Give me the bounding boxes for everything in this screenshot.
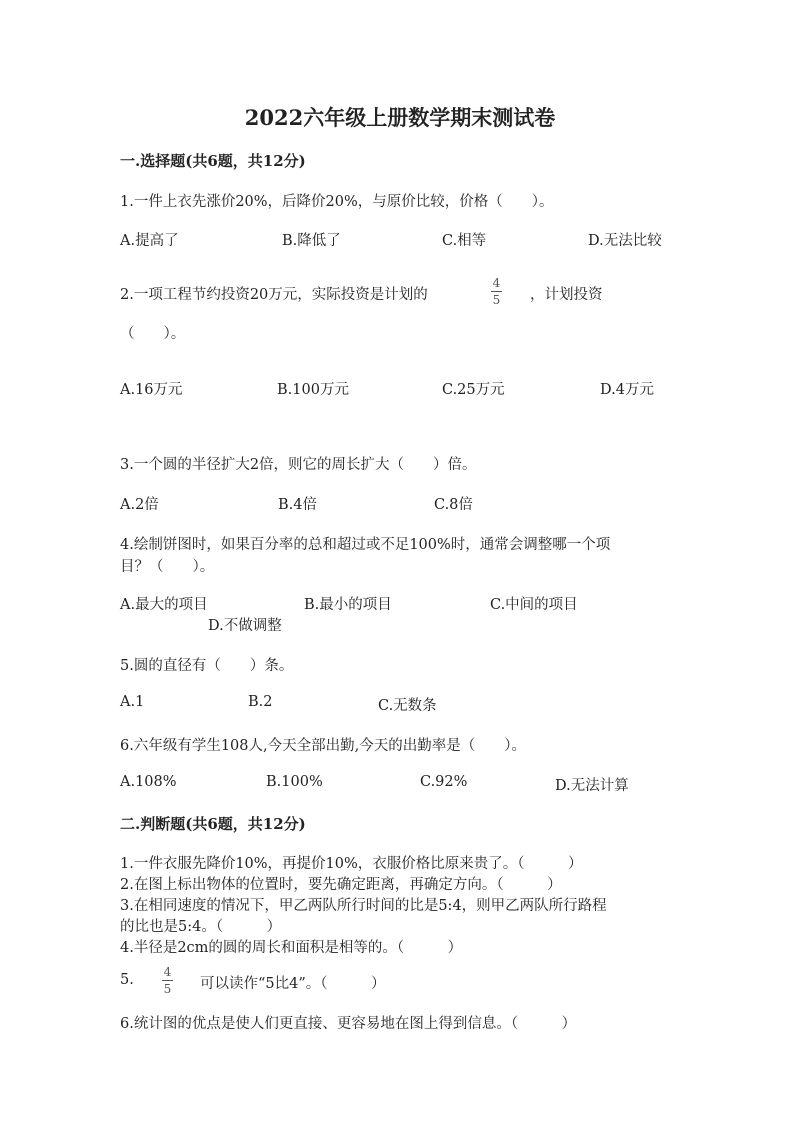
question-4-line2: 目？（ ）。 <box>120 559 215 575</box>
judge-item-1: 1.一件衣服先降价10%，再提价10%，衣服价格比原来贵了。（ ） <box>120 856 583 872</box>
q4-option-c: C.中间的项目 <box>490 597 578 613</box>
judge-5-fraction-numerator: 4 <box>163 965 172 979</box>
question-2-after-fraction: ，计划投资 <box>530 287 603 303</box>
q2-fraction-denominator: 5 <box>492 293 501 307</box>
q5-option-a: A.1 <box>120 694 145 710</box>
q2-option-c: C.25万元 <box>442 382 505 398</box>
section-heading-choice: 一.选择题(共6题，共12分) <box>120 152 306 170</box>
q4-option-b: B.最小的项目 <box>304 597 392 613</box>
judge-5-fraction-bar <box>162 980 173 981</box>
question-6: 6.六年级有学生108人,今天全部出勤,今天的出勤率是（ ）。 <box>120 738 526 754</box>
judge-item-4: 4.半径是2cm的圆的周长和面积是相等的。（ ） <box>120 940 463 956</box>
question-2-line2: （ ）。 <box>120 326 186 342</box>
judge-5-fraction <box>162 966 173 995</box>
question-4-line1: 4.绘制饼图时，如果百分率的总和超过或不足100%时，通常会调整哪一个项 <box>120 537 611 553</box>
q1-option-d: D.无法比较 <box>588 233 662 249</box>
question-3: 3.一个圆的半径扩大2倍，则它的周长扩大（ ）倍。 <box>120 457 477 473</box>
judge-item-3-line2: 的比也是5:4。（ ） <box>120 919 282 935</box>
q6-option-a: A.108% <box>120 774 177 790</box>
q5-option-c: C.无数条 <box>378 698 437 714</box>
judge-item-5-text: 可以读作“5比4”。（ ） <box>200 976 386 992</box>
judge-item-6: 6.统计图的优点是使人们更直接、更容易地在图上得到信息。（ ） <box>120 1016 577 1032</box>
judge-item-3-line1: 3.在相同速度的情况下，甲乙两队所行时间的比是5:4，则甲乙两队所行路程 <box>120 898 607 914</box>
q3-option-c: C.8倍 <box>434 497 473 513</box>
q1-option-c: C.相等 <box>442 233 487 249</box>
page-title: 2022六年级上册数学期末测试卷 <box>244 105 556 130</box>
q2-option-b: B.100万元 <box>277 382 349 398</box>
q6-option-c: C.92% <box>420 774 468 790</box>
q3-option-b: B.4倍 <box>278 497 317 513</box>
q4-option-a: A.最大的项目 <box>120 597 208 613</box>
q6-option-d: D.无法计算 <box>555 778 629 794</box>
section-heading-judgement: 二.判断题(共6题，共12分) <box>120 815 306 833</box>
q5-option-b: B.2 <box>248 694 273 710</box>
judge-5-fraction-denominator: 5 <box>163 982 172 996</box>
question-2-line1: 2.一项工程节约投资20万元，实际投资是计划的 <box>120 287 428 303</box>
q3-option-a: A.2倍 <box>120 497 159 513</box>
q1-option-a: A.提高了 <box>120 233 179 249</box>
q6-option-b: B.100% <box>266 774 323 790</box>
q2-fraction <box>491 277 502 306</box>
q1-option-b: B.降低了 <box>282 233 341 249</box>
q2-fraction-numerator: 4 <box>492 276 501 290</box>
question-1: 1.一件上衣先涨价20%，后降价20%，与原价比较，价格（ ）。 <box>120 194 554 210</box>
q2-fraction-bar <box>491 291 502 292</box>
judge-item-5-number: 5. <box>120 972 134 988</box>
q2-option-a: A.16万元 <box>120 382 183 398</box>
question-5: 5.圆的直径有（ ）条。 <box>120 658 294 674</box>
q2-option-d: D.4万元 <box>600 382 654 398</box>
q4-option-d: D.不做调整 <box>208 618 282 634</box>
judge-item-2: 2.在图上标出物体的位置时，要先确定距离，再确定方向。（ ） <box>120 877 562 893</box>
